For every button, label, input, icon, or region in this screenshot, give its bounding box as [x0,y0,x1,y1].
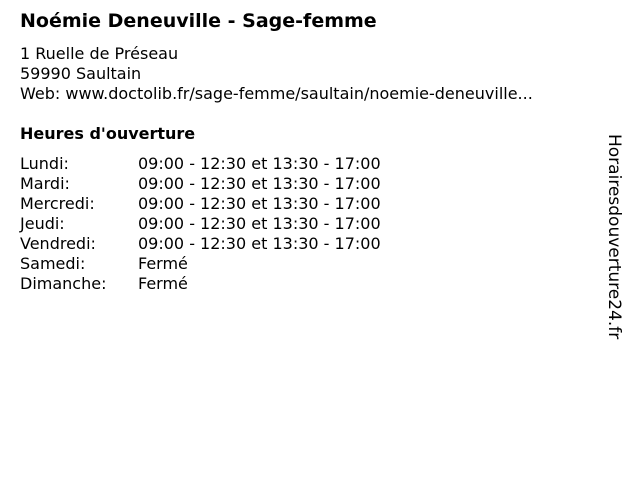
hours-row-tuesday [20,174,440,194]
day-hours: 09:00 - 12:30 et 13:30 - 17:00 [138,174,381,193]
hours-row-saturday [20,254,440,274]
website-link[interactable]: Web: www.doctolib.fr/sage-femme/saultain/noemie-deneuville... [20,84,533,103]
opening-hours-heading: Heures d'ouverture [20,124,196,143]
hours-row-wednesday [20,194,440,214]
day-hours: Fermé [138,254,188,273]
opening-hours-table [20,154,440,294]
site-brand-vertical[interactable]: Horairesdouverture24.fr [604,134,624,340]
day-label: Mercredi: [20,194,95,213]
hours-row-monday [20,154,440,174]
day-hours: 09:00 - 12:30 et 13:30 - 17:00 [138,234,381,253]
day-hours: 09:00 - 12:30 et 13:30 - 17:00 [138,214,381,233]
day-hours: 09:00 - 12:30 et 13:30 - 17:00 [138,194,381,213]
day-label: Jeudi: [20,214,65,233]
hours-row-thursday [20,214,440,234]
day-label: Samedi: [20,254,86,273]
business-title: Noémie Deneuville - Sage-femme [20,10,377,32]
day-label: Vendredi: [20,234,96,253]
day-hours: 09:00 - 12:30 et 13:30 - 17:00 [138,154,381,173]
day-label: Mardi: [20,174,70,193]
day-hours: Fermé [138,274,188,293]
day-label: Lundi: [20,154,69,173]
hours-row-sunday [20,274,440,294]
hours-row-friday [20,234,440,254]
address-street: 1 Ruelle de Préseau [20,44,179,63]
address-city: 59990 Saultain [20,64,142,83]
day-label: Dimanche: [20,274,107,293]
